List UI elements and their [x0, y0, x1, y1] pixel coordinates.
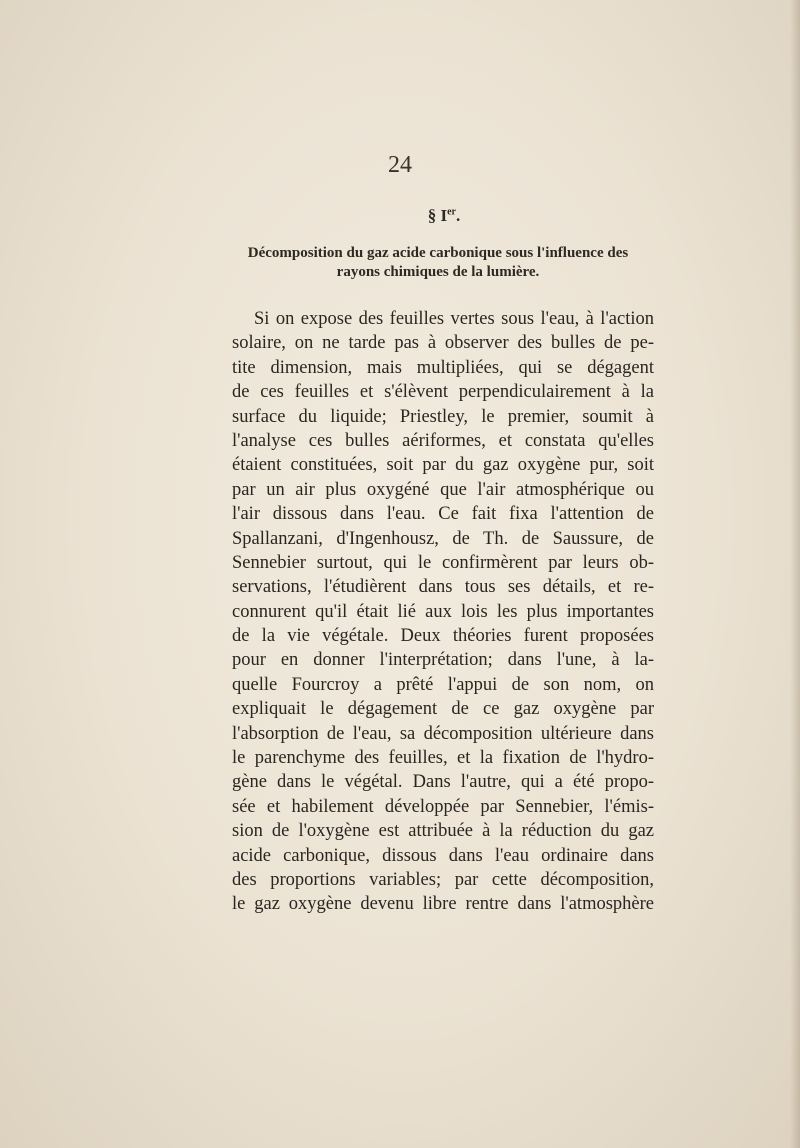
body-line: expliquait le dégagement de ce gaz oxygène par [232, 699, 654, 720]
body-line: le gaz oxygène devenu libre rentre dans l'atmosphère [232, 894, 654, 915]
body-line: de ces feuilles et s'élèvent perpendiculairement à la [232, 382, 654, 403]
body-line: étaient constituées, soit par du gaz oxygène pur, soit [232, 455, 654, 476]
body-line: l'analyse ces bulles aériformes, et constata qu'elles [232, 430, 654, 451]
section-heading: § Ier. [427, 206, 461, 225]
section-mark-superscript: er [447, 206, 456, 218]
body-line: acide carbonique, dissous dans l'eau ordinaire dans [232, 845, 654, 866]
page-number: 24 [388, 152, 412, 178]
body-line: Si on expose des feuilles vertes sous l'eau, à l'action [254, 309, 654, 329]
body-line: solaire, on ne tarde pas à observer des bulles de pe- [232, 333, 654, 354]
body-line: l'air dissous dans l'eau. Ce fait fixa l'attention de [232, 504, 654, 525]
body-line: le parenchyme des feuilles, et la fixation de l'hydro- [232, 748, 654, 769]
section-mark-text: § I [427, 206, 448, 225]
body-line: gène dans le végétal. Dans l'autre, qui a été propo- [232, 772, 654, 793]
body-line: connurent qu'il était lié aux lois les plus importantes [232, 601, 654, 622]
body-line: servations, l'étudièrent dans tous ses détails, et re- [232, 577, 654, 598]
body-text [232, 307, 654, 917]
body-line: Spallanzani, d'Ingenhousz, de Th. de Saussure, de [232, 528, 654, 549]
body-line: sée et habilement développée par Sennebier, l'émis- [232, 796, 654, 817]
body-line: sion de l'oxygène est attribuée à la réduction du gaz [232, 821, 654, 842]
body-line: des proportions variables; par cette décomposition, [232, 869, 654, 890]
body-line: de la vie végétale. Deux théories furent proposées [232, 626, 654, 647]
body-line: par un air plus oxygéné que l'air atmosphérique ou [232, 479, 654, 500]
body-line: Sennebier surtout, qui le confirmèrent par leurs ob- [232, 552, 654, 573]
body-line: surface du liquide; Priestley, le premier, soumit à [232, 406, 654, 427]
body-line: quelle Fourcroy a prêté l'appui de son nom, on [232, 674, 654, 695]
body-line: l'absorption de l'eau, sa décomposition ultérieure dans [232, 723, 654, 744]
body-line: tite dimension, mais multipliées, qui se dégagent [232, 357, 654, 378]
section-title: Décomposition du gaz acide carbonique sous l'influence des rayons chimiques de la lumière. [247, 245, 629, 280]
body-line: pour en donner l'interprétation; dans l'une, à la- [232, 650, 654, 671]
